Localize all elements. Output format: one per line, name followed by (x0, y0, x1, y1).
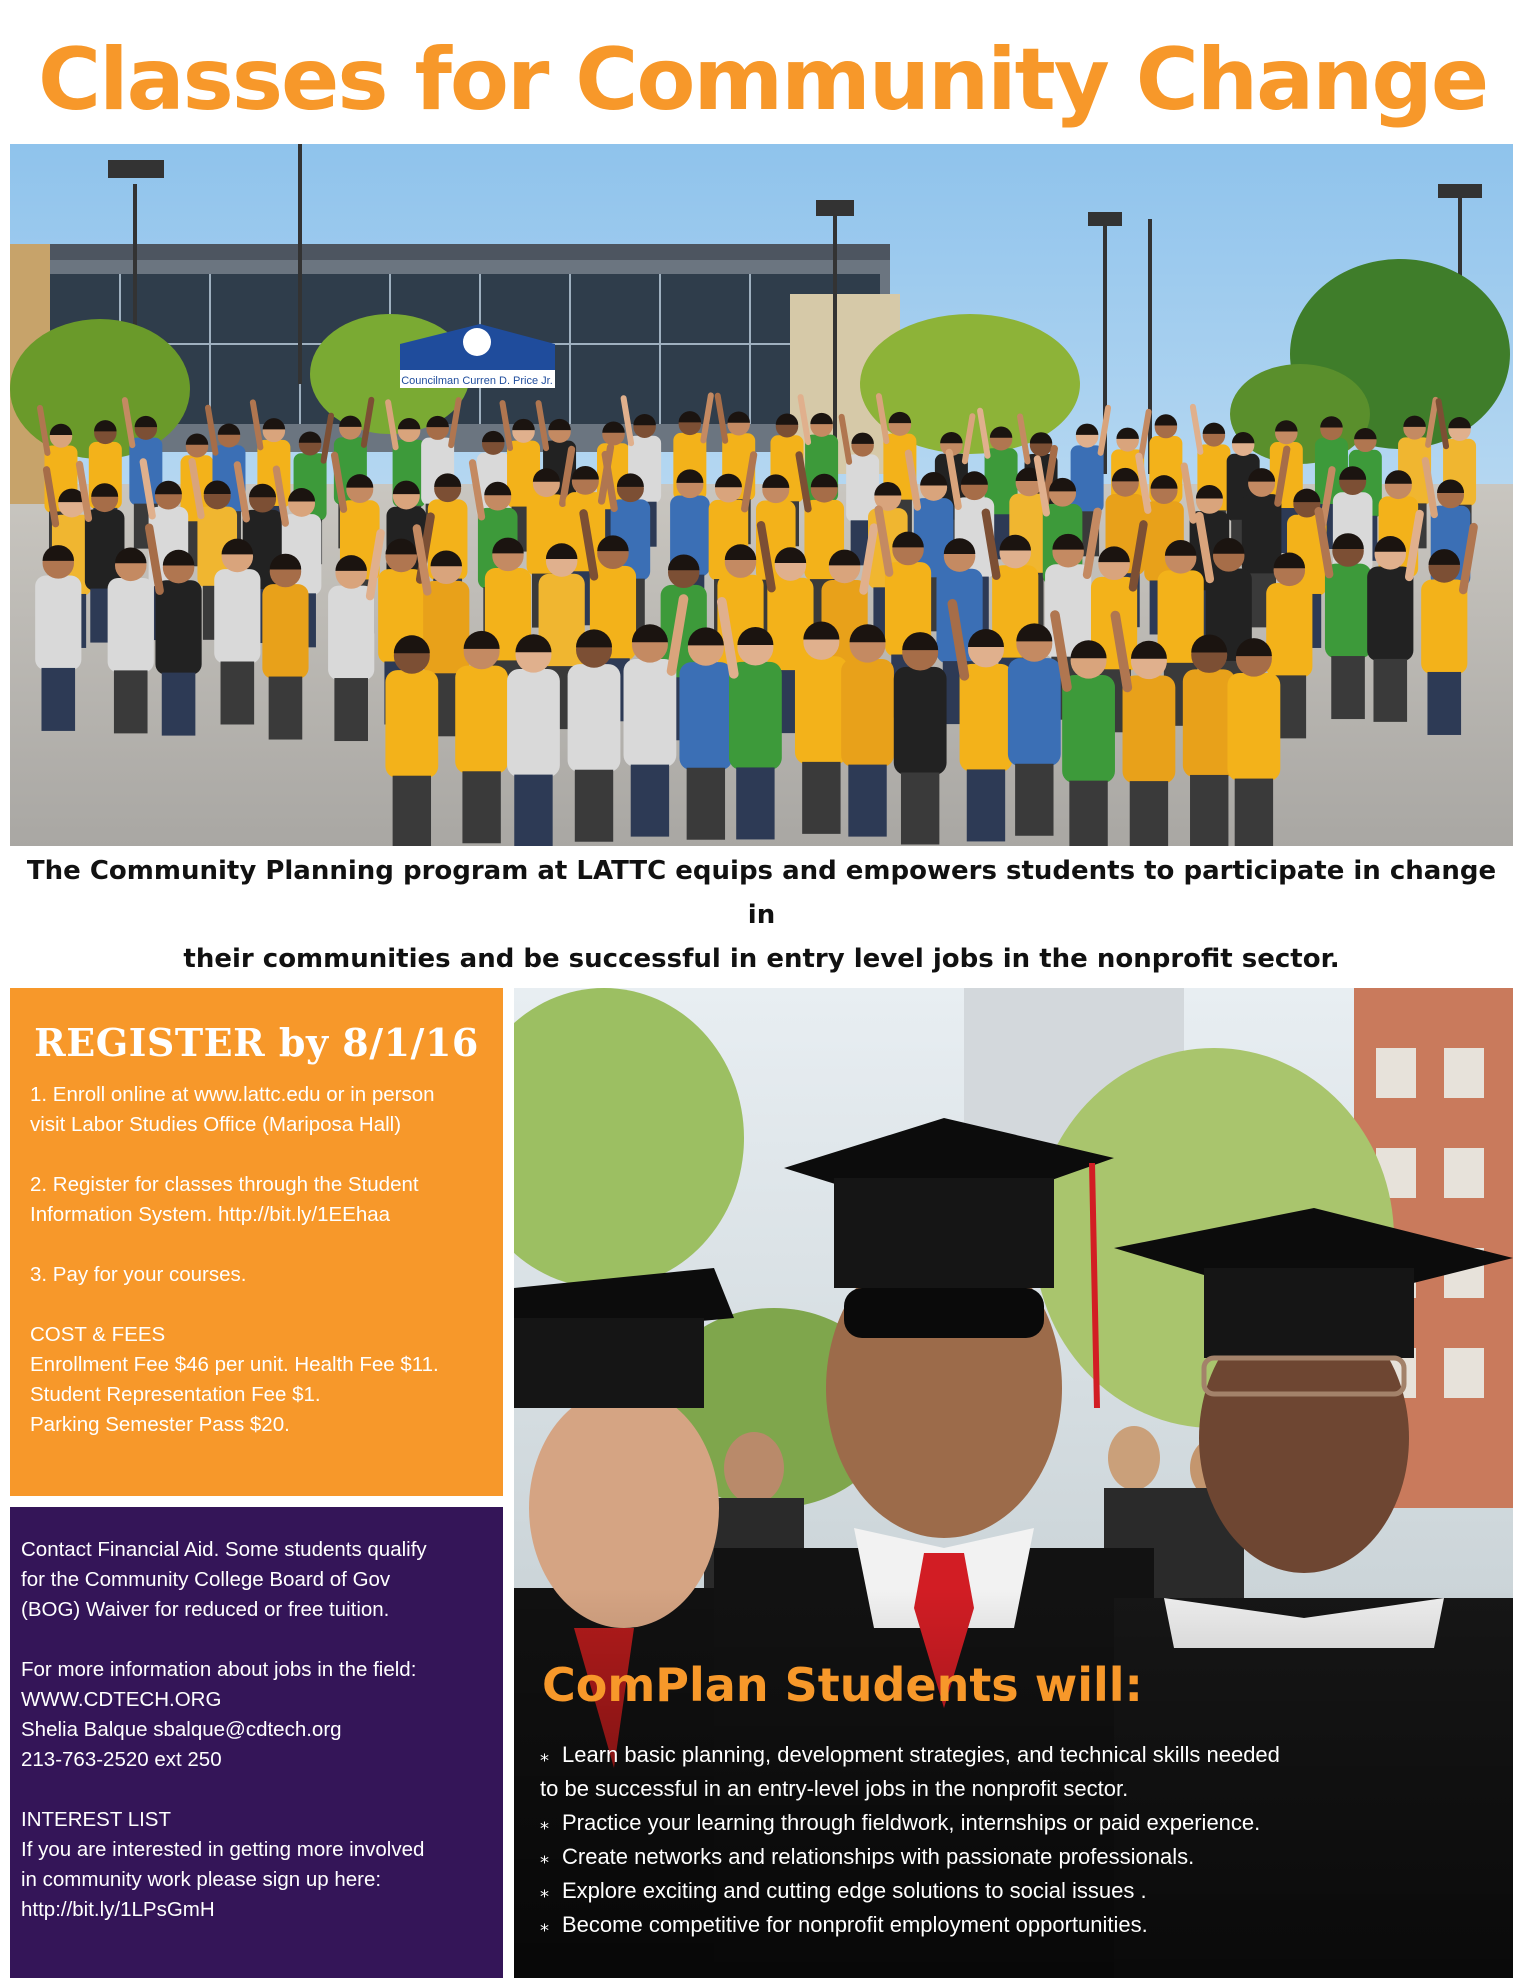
crowd-person-legs (1069, 781, 1107, 846)
crowd-person (385, 670, 438, 778)
crowd-person (155, 580, 201, 675)
fees-heading: COST & FEES (30, 1323, 166, 1346)
fee-line: Parking Semester Pass $20. (30, 1413, 290, 1436)
list-item: ⁎ Become competitive for nonprofit employment opportunities. (540, 1908, 1500, 1942)
crowd-person (262, 584, 308, 679)
crowd-person (1421, 580, 1467, 675)
crowd-person-legs (1015, 764, 1053, 836)
crowd-person (1123, 676, 1176, 784)
hero-photo-crowd (10, 144, 1513, 846)
crowd-person (35, 576, 81, 671)
register-heading: REGISTER by 8/1/16 (34, 1020, 479, 1065)
crowd-person-legs (462, 771, 500, 843)
crowd-person (328, 586, 374, 681)
crowd-person-legs (1190, 775, 1228, 846)
list-item: ⁎ Create networks and relationships with passionate professionals. (540, 1840, 1500, 1874)
crowd-person-legs (41, 668, 75, 731)
crowd-person-legs (848, 765, 886, 837)
register-panel (10, 988, 503, 1496)
description-line-2: their communities and be successful in entry level jobs in the nonprofit sector. (183, 944, 1340, 974)
crowd-person (960, 664, 1013, 772)
register-step-2: 2. Register for classes through the Student Information System. http://bit.ly/1EEhaa (30, 1173, 419, 1226)
crowd-person-legs (334, 678, 368, 741)
crowd-person-legs (736, 767, 774, 839)
crowd-person (624, 659, 677, 767)
crowd-person-legs (802, 762, 840, 834)
crowd-person (679, 662, 732, 770)
list-item: ⁎ Explore exciting and cutting edge solutions to social issues . (540, 1874, 1500, 1908)
crowd-person (1367, 566, 1413, 661)
crowd-person (455, 666, 508, 774)
crowd-person (507, 669, 560, 777)
jobs-contact: For more information about jobs in the field: WWW.CDTECH.ORG Shelia Balque sbalque@cdtech.org 213-763-2520 ext 250 (21, 1658, 417, 1771)
cdtech-link[interactable]: WWW.CDTECH.ORG (21, 1688, 222, 1711)
crowd-person (568, 664, 621, 772)
crowd-person-legs (575, 770, 613, 842)
crowd-person-legs (967, 769, 1005, 841)
crowd-person (1071, 445, 1104, 513)
crowd-person (795, 656, 848, 764)
register-step-3: 3. Pay for your courses. (30, 1263, 247, 1286)
info-panel (10, 1507, 503, 1978)
complan-outcomes-list (540, 1738, 1500, 1942)
bullet-star-icon: ⁎ (540, 1813, 549, 1833)
crowd-person (1325, 564, 1371, 659)
crowd-person-legs (162, 673, 196, 736)
crowd-person-legs (221, 662, 255, 725)
crowd-person-legs (1130, 781, 1168, 846)
crowd-person-legs (1373, 659, 1407, 722)
contact-phone: 213-763-2520 ext 250 (21, 1748, 222, 1771)
list-item: ⁎ Practice your learning through fieldwork, internships or paid experience. (540, 1806, 1500, 1840)
crowd-person-legs (687, 768, 725, 840)
contact-email[interactable]: Shelia Balque sbalque@cdtech.org (21, 1718, 342, 1741)
crowd-person (423, 581, 469, 676)
fee-line: Student Representation Fee $1. (30, 1383, 321, 1406)
description-line-1: The Community Planning program at LATTC equips and empowers students to participate in change in (26, 856, 1497, 930)
crowd-person-legs (393, 776, 431, 846)
crowd-person (1227, 673, 1280, 781)
crowd-person-legs (631, 765, 669, 837)
cost-and-fees (30, 1320, 483, 1440)
crowd-person-legs (901, 772, 939, 844)
crowd-person (108, 578, 154, 673)
tent-sign: Councilman Curren D. Price Jr. (401, 375, 553, 387)
signup-link[interactable]: http://bit.ly/1LPsGmH (21, 1898, 215, 1921)
register-step-1: 1. Enroll online at www.lattc.edu or in person visit Labor Studies Office (Mariposa Hall) (30, 1083, 435, 1136)
crowd-person-legs (269, 677, 303, 740)
financial-aid-note: Contact Financial Aid. Some students qualify for the Community College Board of Gov (BOG) Waiver for reduced or free tuition. (21, 1538, 427, 1621)
crowd-person (729, 662, 782, 770)
crowd-person (894, 667, 947, 775)
bullet-star-icon: ⁎ (540, 1745, 549, 1765)
crowd-person-legs (114, 670, 148, 733)
page-title: Classes for Community Change (38, 30, 1488, 130)
bullet-star-icon: ⁎ (540, 1915, 549, 1935)
crowd-person-legs (1235, 779, 1273, 846)
crowd-person-legs (514, 775, 552, 846)
crowd-person (214, 569, 260, 664)
crowd-person-legs (1427, 672, 1461, 735)
complan-heading: ComPlan Students will: (542, 1658, 1143, 1712)
crowd-person (1062, 675, 1115, 783)
crowd-person (1008, 658, 1061, 766)
list-item: ⁎ Learn basic planning, development strategies, and technical skills needed to be successful in an entry-level jobs in the nonprofit sector. (540, 1738, 1500, 1806)
program-description (10, 849, 1513, 981)
crowd-person (841, 659, 894, 767)
interest-list: INTEREST LIST If you are interested in getting more involved in community work please sign up here: http://bit.ly/1LPsGmH (21, 1808, 425, 1921)
crowd-person-legs (1331, 656, 1365, 719)
bullet-star-icon: ⁎ (540, 1847, 549, 1867)
fee-line: Enrollment Fee $46 per unit. Health Fee $11. (30, 1353, 439, 1376)
bullet-star-icon: ⁎ (540, 1881, 549, 1901)
crowd-person (1266, 583, 1312, 678)
interest-heading: INTEREST LIST (21, 1808, 171, 1831)
